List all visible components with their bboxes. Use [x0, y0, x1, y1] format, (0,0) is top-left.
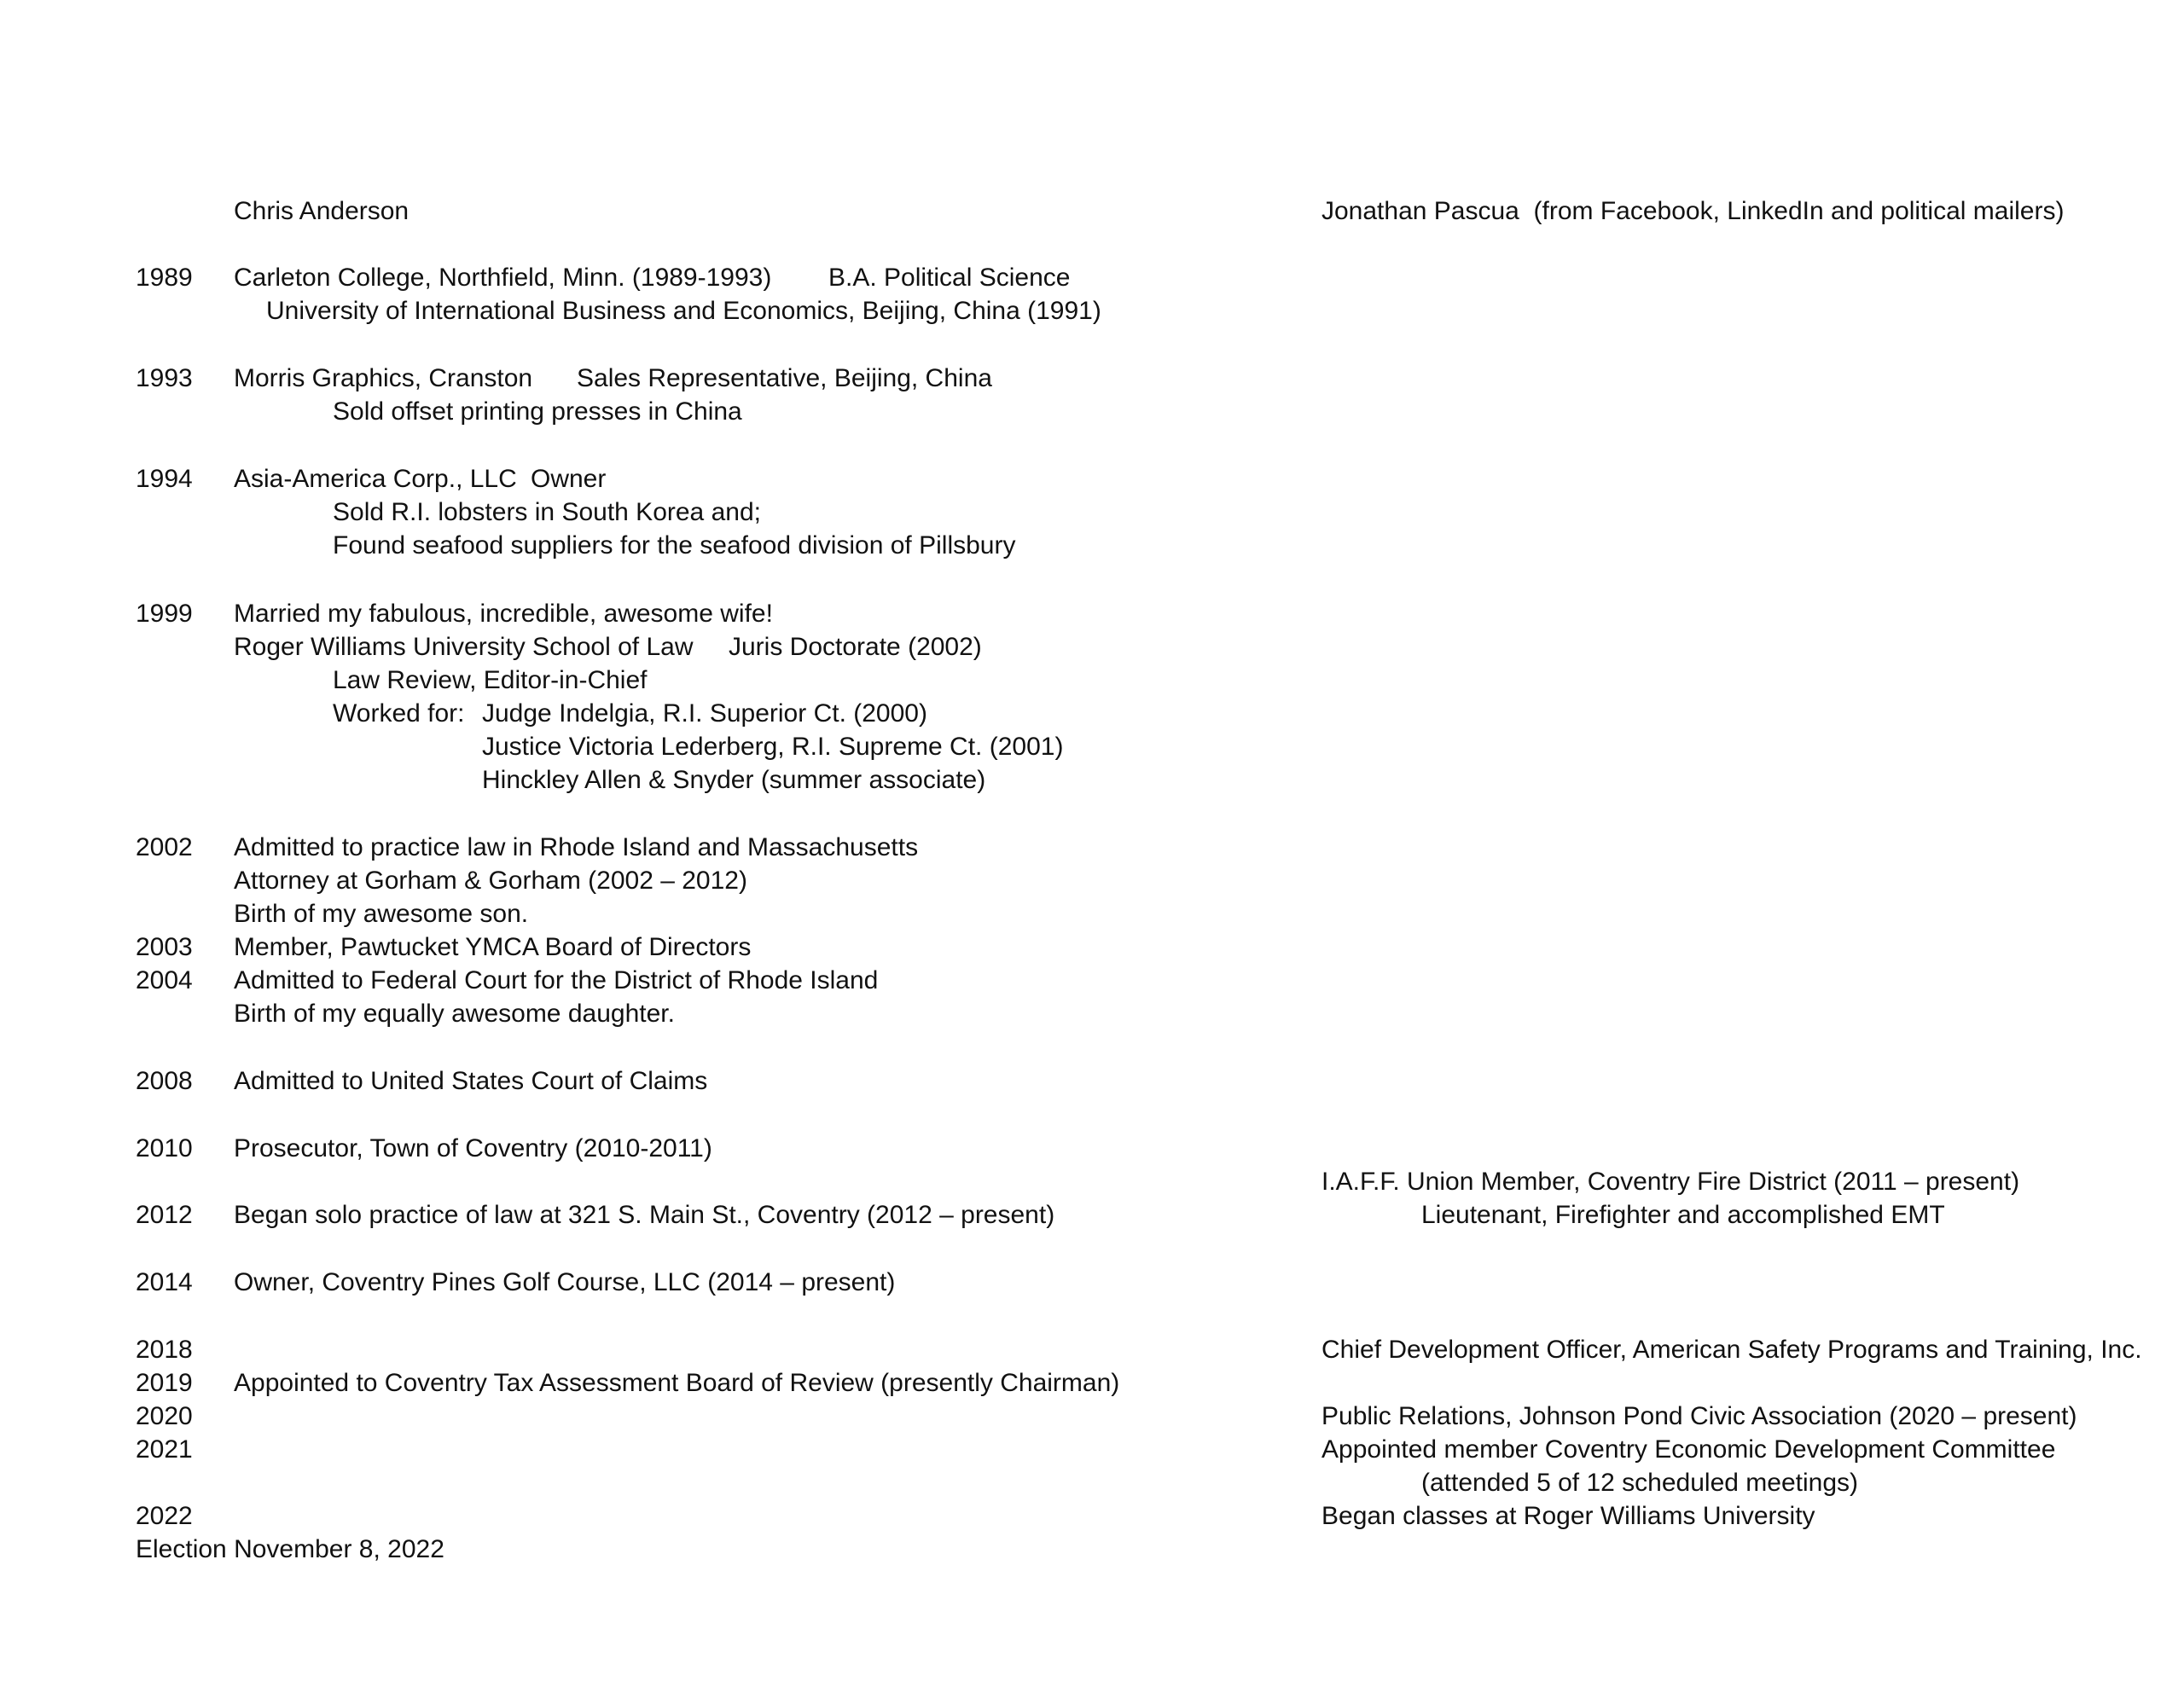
gorham-attorney: Attorney at Gorham & Gorham (2002 – 2012) [234, 867, 747, 895]
year-1994: 1994 [136, 465, 193, 493]
worked-for-hinckley: Hinckley Allen & Snyder (summer associate) [482, 766, 986, 794]
year-2004: 2004 [136, 966, 193, 994]
year-2020: 2020 [136, 1402, 193, 1430]
right-column-title: Jonathan Pascua (from Facebook, LinkedIn and political mailers) [1321, 197, 2065, 225]
asia-america-corp: Asia-America Corp., LLC [234, 465, 517, 493]
juris-doctorate: Juris Doctorate (2002) [729, 633, 982, 661]
law-review: Law Review, Editor-in-Chief [333, 666, 648, 694]
year-2022: 2022 [136, 1502, 193, 1530]
morris-graphics: Morris Graphics, Cranston [234, 364, 533, 392]
year-2018: 2018 [136, 1336, 193, 1364]
solo-practice: Began solo practice of law at 321 S. Main St., Coventry (2012 – present) [234, 1201, 1055, 1229]
lieutenant: Lieutenant, Firefighter and accomplished EMT [1421, 1201, 1945, 1229]
public-relations: Public Relations, Johnson Pond Civic Association (2020 – present) [1321, 1402, 2077, 1430]
iaff-member: I.A.F.F. Union Member, Coventry Fire District (2011 – present) [1321, 1168, 2020, 1196]
chief-development-officer: Chief Development Officer, American Safety Programs and Training, Inc. [1321, 1336, 2142, 1364]
married: Married my fabulous, incredible, awesome wife! [234, 600, 773, 628]
sold-presses: Sold offset printing presses in China [333, 397, 742, 426]
year-1999: 1999 [136, 600, 193, 628]
meetings-attended: (attended 5 of 12 scheduled meetings) [1421, 1469, 1859, 1497]
year-2002: 2002 [136, 833, 193, 861]
began-classes: Began classes at Roger Williams University [1321, 1502, 1815, 1530]
year-1993: 1993 [136, 364, 193, 392]
worked-for-judge: Judge Indelgia, R.I. Superior Ct. (2000) [482, 699, 927, 728]
sales-representative: Sales Representative, Beijing, China [577, 364, 992, 392]
worked-for-label: Worked for: [333, 699, 465, 728]
found-suppliers: Found seafood suppliers for the seafood division of Pillsbury [333, 531, 1016, 559]
carleton-college: Carleton College, Northfield, Minn. (1989-1993) [234, 264, 772, 292]
year-2010: 2010 [136, 1134, 193, 1162]
year-1989: 1989 [136, 264, 193, 292]
admitted-ri-ma: Admitted to practice law in Rhode Island and Massachusetts [234, 833, 919, 861]
rwu-law-school: Roger Williams University School of Law [234, 633, 694, 661]
year-2021: 2021 [136, 1435, 193, 1464]
election-date: Election November 8, 2022 [136, 1535, 444, 1563]
court-of-claims: Admitted to United States Court of Claims [234, 1067, 708, 1095]
economic-committee: Appointed member Coventry Economic Development Committee [1321, 1435, 2056, 1464]
worked-for-justice: Justice Victoria Lederberg, R.I. Supreme Ct. (2001) [482, 733, 1064, 761]
prosecutor: Prosecutor, Town of Coventry (2010-2011) [234, 1134, 712, 1162]
ba-degree: B.A. Political Science [828, 264, 1071, 292]
year-2014: 2014 [136, 1268, 193, 1296]
year-2012: 2012 [136, 1201, 193, 1229]
year-2008: 2008 [136, 1067, 193, 1095]
year-2019: 2019 [136, 1369, 193, 1397]
federal-court: Admitted to Federal Court for the District of Rhode Island [234, 966, 879, 994]
birth-son: Birth of my awesome son. [234, 900, 529, 928]
left-column-title: Chris Anderson [234, 197, 410, 225]
sold-lobsters: Sold R.I. lobsters in South Korea and; [333, 498, 761, 526]
year-2003: 2003 [136, 933, 193, 961]
golf-course-owner: Owner, Coventry Pines Golf Course, LLC (2014 – present) [234, 1268, 896, 1296]
ymca-member: Member, Pawtucket YMCA Board of Directors [234, 933, 752, 961]
uibe: University of International Business and Economics, Beijing, China (1991) [266, 297, 1101, 325]
asia-america-owner: Owner [531, 465, 607, 493]
tax-board: Appointed to Coventry Tax Assessment Board of Review (presently Chairman) [234, 1369, 1120, 1397]
birth-daughter: Birth of my equally awesome daughter. [234, 1000, 675, 1028]
